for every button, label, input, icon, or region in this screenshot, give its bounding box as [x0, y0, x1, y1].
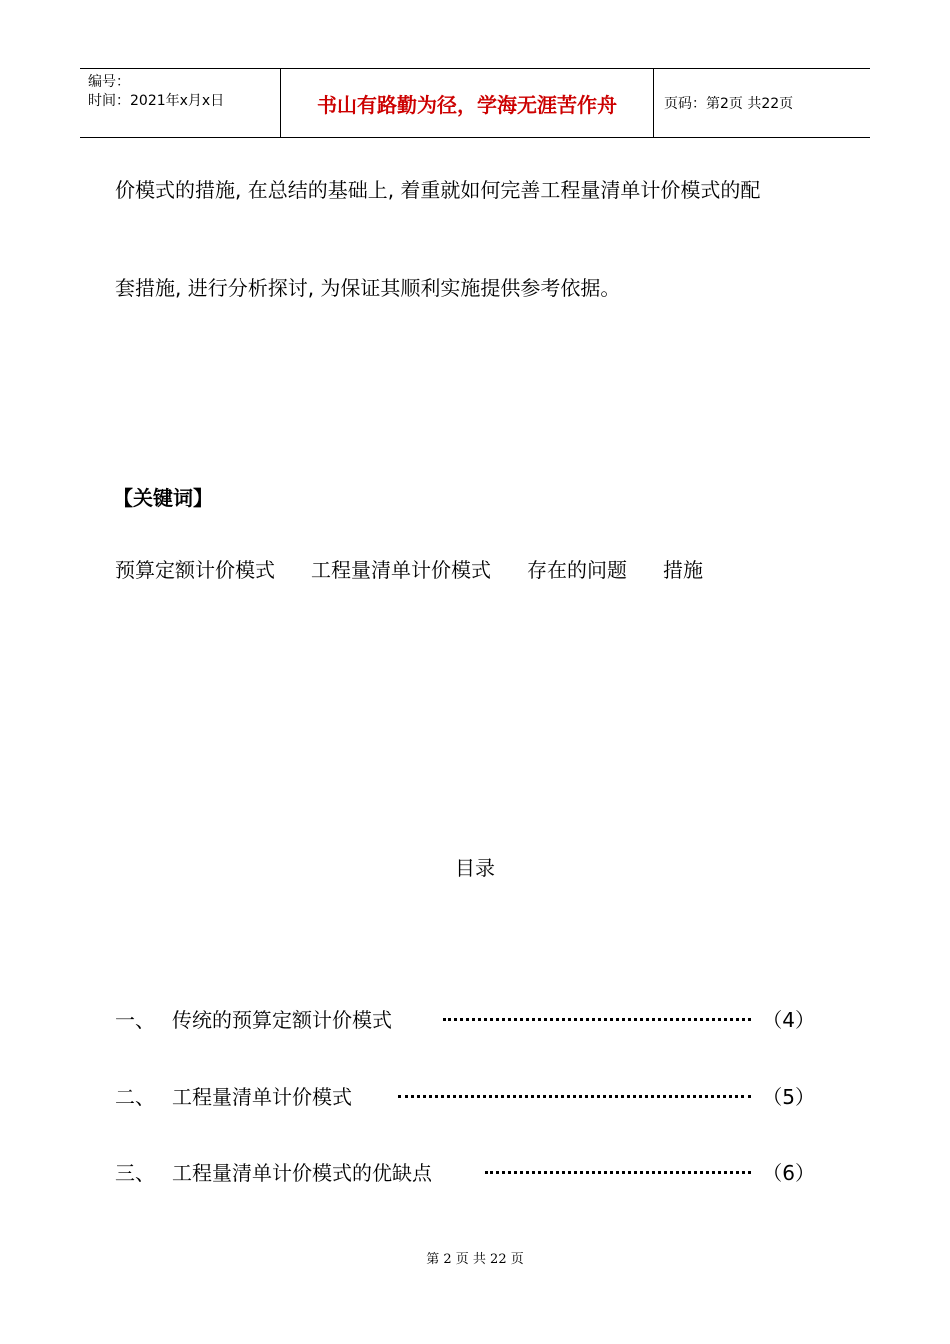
header-time-label: 时间：2021年x月x日 [88, 93, 225, 109]
toc-item [115, 1157, 815, 1185]
toc-title: 目录 [455, 856, 495, 880]
keyword-item: 存在的问题 [527, 558, 627, 582]
toc-item-number: 二、 [115, 1085, 155, 1109]
toc-item-page: （6） [762, 1161, 815, 1185]
keywords-list [115, 554, 703, 583]
toc-item-text: 传统的预算定额计价模式 [172, 1008, 392, 1032]
toc-item [115, 1004, 815, 1032]
page-footer: 第 2 页 共 22 页 [426, 1252, 524, 1267]
toc-item-number: 三、 [115, 1161, 155, 1185]
header-page-info: 页码：第2页 共22页 [664, 96, 794, 112]
toc-leader-dots [485, 1171, 751, 1174]
toc-item-page: （5） [762, 1085, 815, 1109]
body-line-1: 价模式的措施, 在总结的基础上, 着重就如何完善工程量清单计价模式的配 [115, 178, 761, 202]
header-motto: 书山有路勤为径，学海无涯苦作舟 [281, 69, 654, 137]
keyword-item: 措施 [663, 558, 703, 582]
toc-item-text: 工程量清单计价模式 [172, 1085, 352, 1109]
header-meta [80, 69, 281, 137]
page-header [80, 68, 870, 138]
toc-item-number: 一、 [115, 1008, 155, 1032]
body-line-2: 套措施, 进行分析探讨, 为保证其顺利实施提供参考依据。 [115, 276, 621, 300]
keywords-title: 【关键词】 [113, 486, 213, 510]
toc-leader-dots [398, 1095, 751, 1098]
toc-item [115, 1081, 815, 1109]
toc-item-text: 工程量清单计价模式的优缺点 [172, 1161, 432, 1185]
keyword-item: 预算定额计价模式 [115, 558, 275, 582]
toc-leader-dots [443, 1018, 751, 1021]
header-number-label: 编号： [88, 74, 130, 90]
toc-item-page: （4） [762, 1008, 815, 1032]
keyword-item: 工程量清单计价模式 [311, 558, 491, 582]
